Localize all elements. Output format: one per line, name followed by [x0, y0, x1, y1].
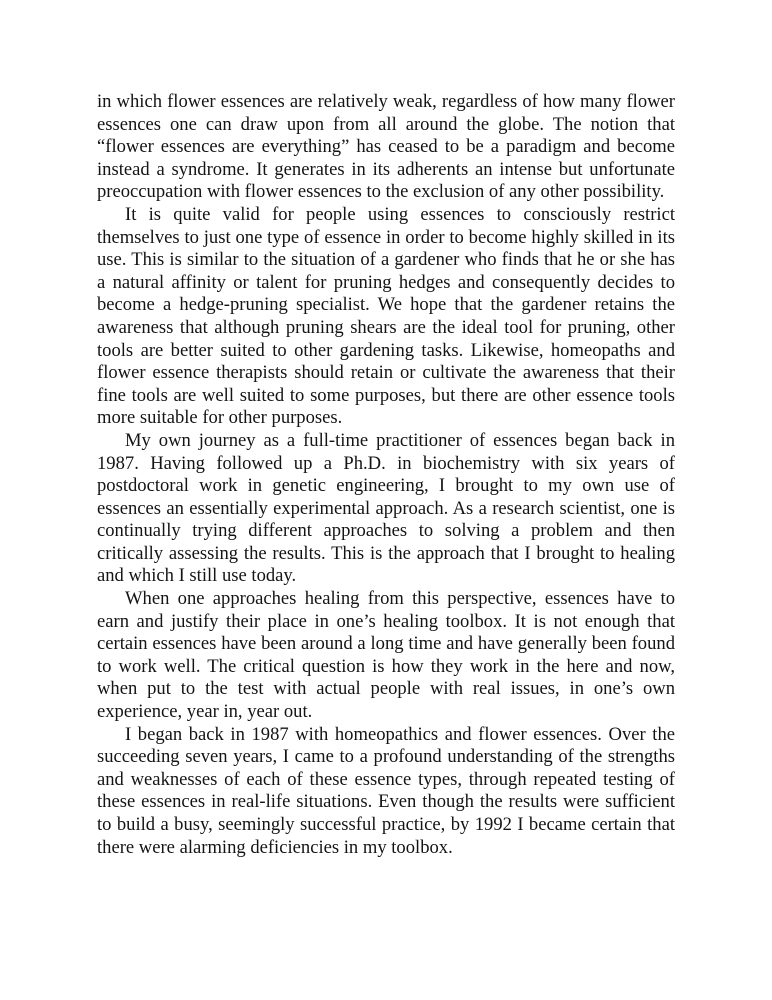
paragraph: When one approaches healing from this perspective, essences have to earn and justify their place in one’s healing toolbox. It is not enough that certain essences have been around a long time and have generally been found to work well. The critical question is how they work in the here and now, when put to the test with actual people with real issues, in one’s own experience, year in, year out.: [97, 588, 675, 723]
paragraph: I began back in 1987 with homeopathics and flower essences. Over the succeeding seven years, I came to a profound understanding of the strengths and weaknesses of each of these essence types, through repeated testing of these essences in real-life situations. Even though the results were sufficient to build a busy, seemingly successful practice, by 1992 I became certain that there were alarming deficiencies in my toolbox.: [97, 723, 675, 858]
paragraph: in which flower essences are relatively weak, regardless of how many flower essences one can draw upon from all around the globe. The notion that “flower essences are everything” has ceased to be a paradigm and become instead a syndrome. It generates in its adherents an intense but unfortunate preoccupation with flower essences to the exclusion of any other possibility.: [97, 91, 675, 203]
paragraph: It is quite valid for people using essences to consciously restrict themselves to just one type of essence in order to become highly skilled in its use. This is similar to the situation of a gardener who finds that he or she has a natural affinity or talent for pruning hedges and consequently decides to become a hedge-pruning specialist. We hope that the gardener retains the awareness that although pruning shears are the ideal tool for pruning, other tools are better suited to other gardening tasks. Likewise, homeopaths and flower essence therapists should retain or cultivate the awareness that their fine tools are well suited to some purposes, but there are other essence tools more suitable for other purposes.: [97, 203, 675, 429]
paragraph: My own journey as a full-time practitioner of essences began back in 1987. Having followed up a Ph.D. in biochemistry with six years of postdoctoral work in genetic engineering, I brought to my own use of essences an essentially experimental approach. As a research scientist, one is continually trying different approaches to solving a problem and then critically assessing the results. This is the approach that I brought to healing and which I still use today.: [97, 429, 675, 587]
page-body: [97, 91, 675, 859]
